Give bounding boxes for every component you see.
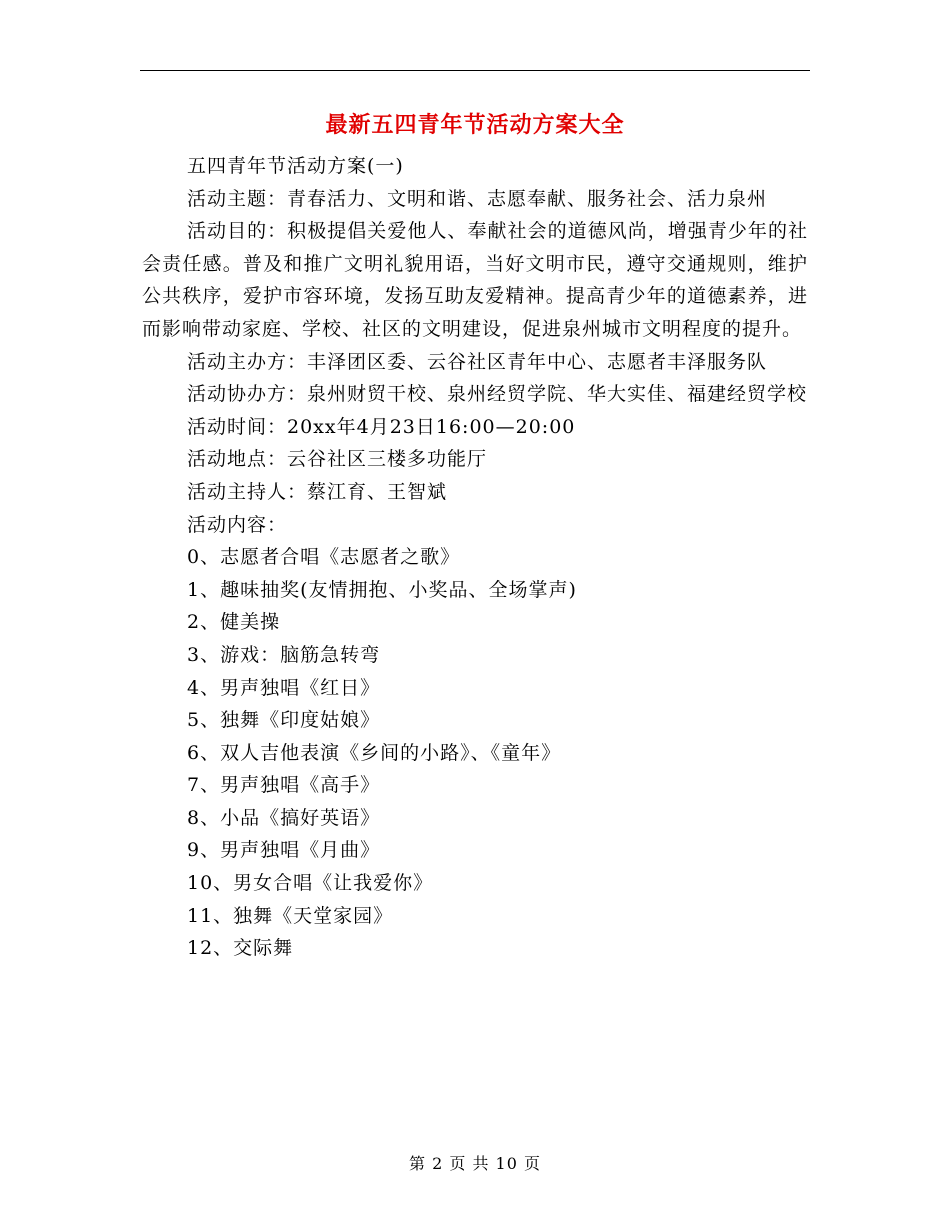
program-item: 12、交际舞	[187, 937, 294, 960]
program-item: 4、男声独唱《红日》	[187, 676, 381, 699]
document-title: 最新五四青年节活动方案大全	[325, 112, 625, 138]
page-number-footer: 第 2 页 共 10 页	[409, 1154, 541, 1173]
program-item: 6、双人吉他表演《乡间的小路》、《童年》	[187, 741, 562, 764]
activity-location: 活动地点：云谷社区三楼多功能厅	[187, 448, 488, 471]
activity-organizer: 活动主办方：丰泽团区委、云谷社区青年中心、志愿者丰泽服务队	[187, 350, 768, 373]
program-item: 8、小品《搞好英语》	[187, 806, 381, 829]
program-item: 1、趣味抽奖(友情拥抱、小奖品、全场掌声)	[187, 578, 577, 601]
section-heading: 五四青年节活动方案(一)	[187, 155, 404, 177]
header-rule	[140, 70, 810, 71]
program-item: 10、男女合唱《让我爱你》	[187, 872, 434, 895]
activity-theme: 活动主题：青春活力、文明和谐、志愿奉献、服务社会、活力泉州	[187, 187, 768, 210]
program-item: 3、游戏：脑筋急转弯	[187, 643, 381, 666]
program-item: 11、独舞《天堂家园》	[187, 904, 394, 927]
activity-content-heading: 活动内容：	[187, 513, 288, 536]
activity-hosts: 活动主持人：蔡江育、王智斌	[187, 480, 448, 503]
activity-co-organizer: 活动协办方：泉州财贸干校、泉州经贸学院、华大实佳、福建经贸学校	[187, 383, 808, 406]
program-item: 5、独舞《印度姑娘》	[187, 709, 381, 732]
document-body	[142, 150, 808, 965]
program-item: 7、男声独唱《高手》	[187, 774, 381, 797]
activity-purpose: 活动目的：积极提倡关爱他人、奉献社会的道德风尚，增强青少年的社会责任感。普及和推广文明礼貌用语，当好文明市民，遵守交通规则，维护公共秩序，爱护市容环境，发扬互助友爱精神。提高青少年的道德素养，进而影响带动家庭、学校、社区的文明建设，促进泉州城市文明程度的提升。	[142, 220, 808, 340]
program-item: 9、男声独唱《月曲》	[187, 839, 381, 862]
program-item: 0、志愿者合唱《志愿者之歌》	[187, 546, 461, 569]
activity-time: 活动时间：20xx年4月23日16:00—20:00	[187, 415, 576, 438]
program-item: 2、健美操	[187, 611, 281, 634]
